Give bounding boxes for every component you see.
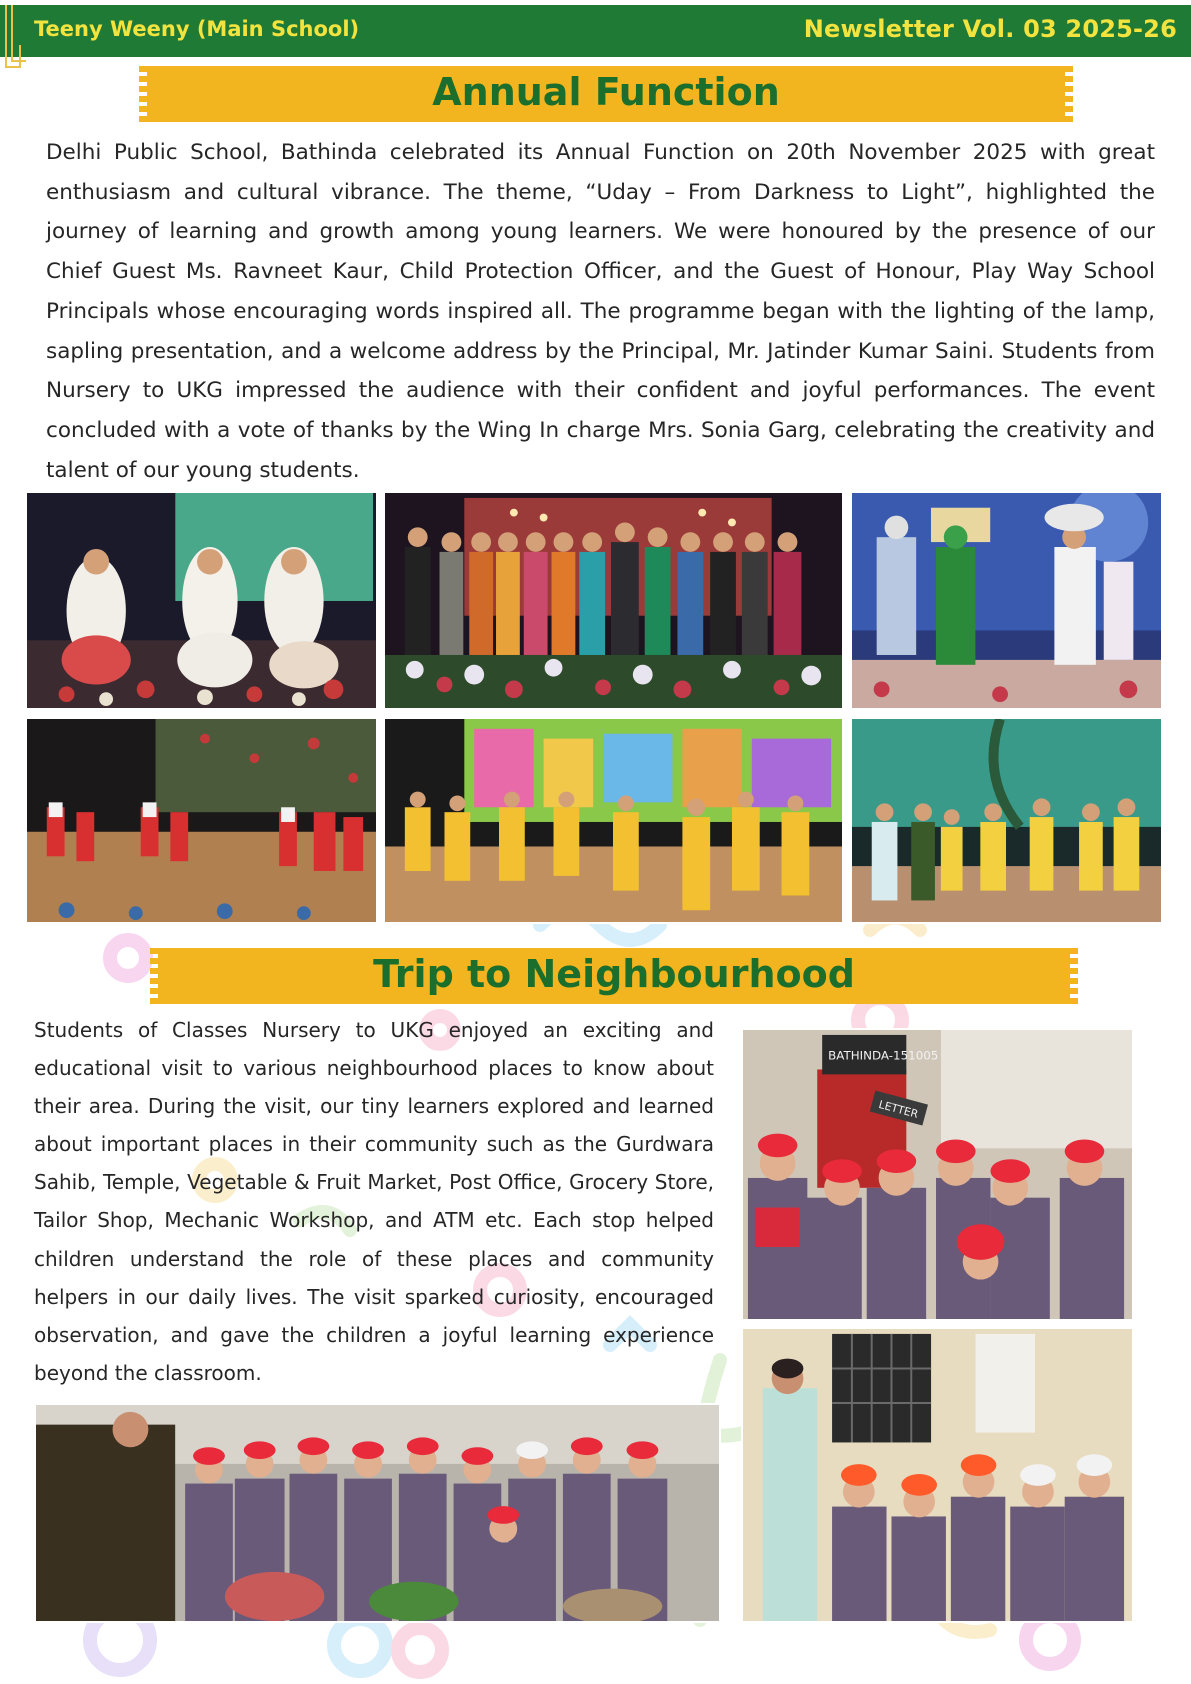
- section-banner-annual-function: [147, 66, 1065, 122]
- section-title: Annual Function: [432, 70, 780, 114]
- annual-function-paragraph: Delhi Public School, Bathinda celebrated its Annual Function on 20th November 2025 with great enthusiasm and cultural vibrance. The theme, “Uday – From Darkness to Light”, highlighted the journey of learning and growth among young learners. We were honoured by the presence of our Chief Guest Ms. Ravneet Kaur, Child Protection Officer, and the Guest of Honour, Play Way School Principals whose encouraging words inspired all. The programme began with the lighting of the lamp, sapling presentation, and a welcome address by the Principal, Mr. Jatinder Kumar Saini. Students from Nursery to UKG impressed the audience with their confident and joyful performances. The event concluded with a vote of thanks by the Wing In charge Mrs. Sonia Garg, celebrating the creativity and talent of our young students.: [46, 140, 1155, 483]
- newsletter-header: [0, 5, 1191, 57]
- section-title: Trip to Neighbourhood: [373, 952, 855, 996]
- photo-costumed-performers: [850, 491, 1163, 710]
- corner-frame-icon: [0, 5, 30, 75]
- photo-teacher-children-window: [741, 1327, 1134, 1623]
- letter-slot-label: LETTER: [877, 1097, 920, 1121]
- photo-yellow-dancers-mural: [383, 717, 844, 924]
- post-box-plate: BATHINDA-151005: [828, 1048, 939, 1063]
- photo-dancers-white-veils: [25, 491, 378, 710]
- school-name: Teeny Weeny (Main School): [34, 17, 360, 41]
- photo-post-box-children: [741, 1028, 1134, 1321]
- photo-jungle-stage-performers: [850, 717, 1163, 924]
- section-banner-trip: [158, 948, 1070, 1004]
- photo-red-dancers-stage: [25, 717, 378, 924]
- trip-paragraph: Students of Classes Nursery to UKG enjoyed an exciting and educational visit to various neighbourhood places to know about their area. During the visit, our tiny learners explored and learned about important places in their community such as the Gurdwara Sahib, Temple, Vegetable & Fruit Market, Post Office, Grocery Store, Tailor Shop, Mechanic Workshop, and ATM etc. Each stop helped children understand the role of these places and community helpers in our daily lives. The visit sparked curiosity, encouraged observation, and gave the children a joyful learning experience beyond the classroom.: [34, 1018, 714, 1385]
- photo-vegetable-market-children: [34, 1403, 721, 1623]
- photo-chief-guests-stage: [383, 491, 844, 710]
- newsletter-volume: Newsletter Vol. 03 2025-26: [803, 15, 1177, 43]
